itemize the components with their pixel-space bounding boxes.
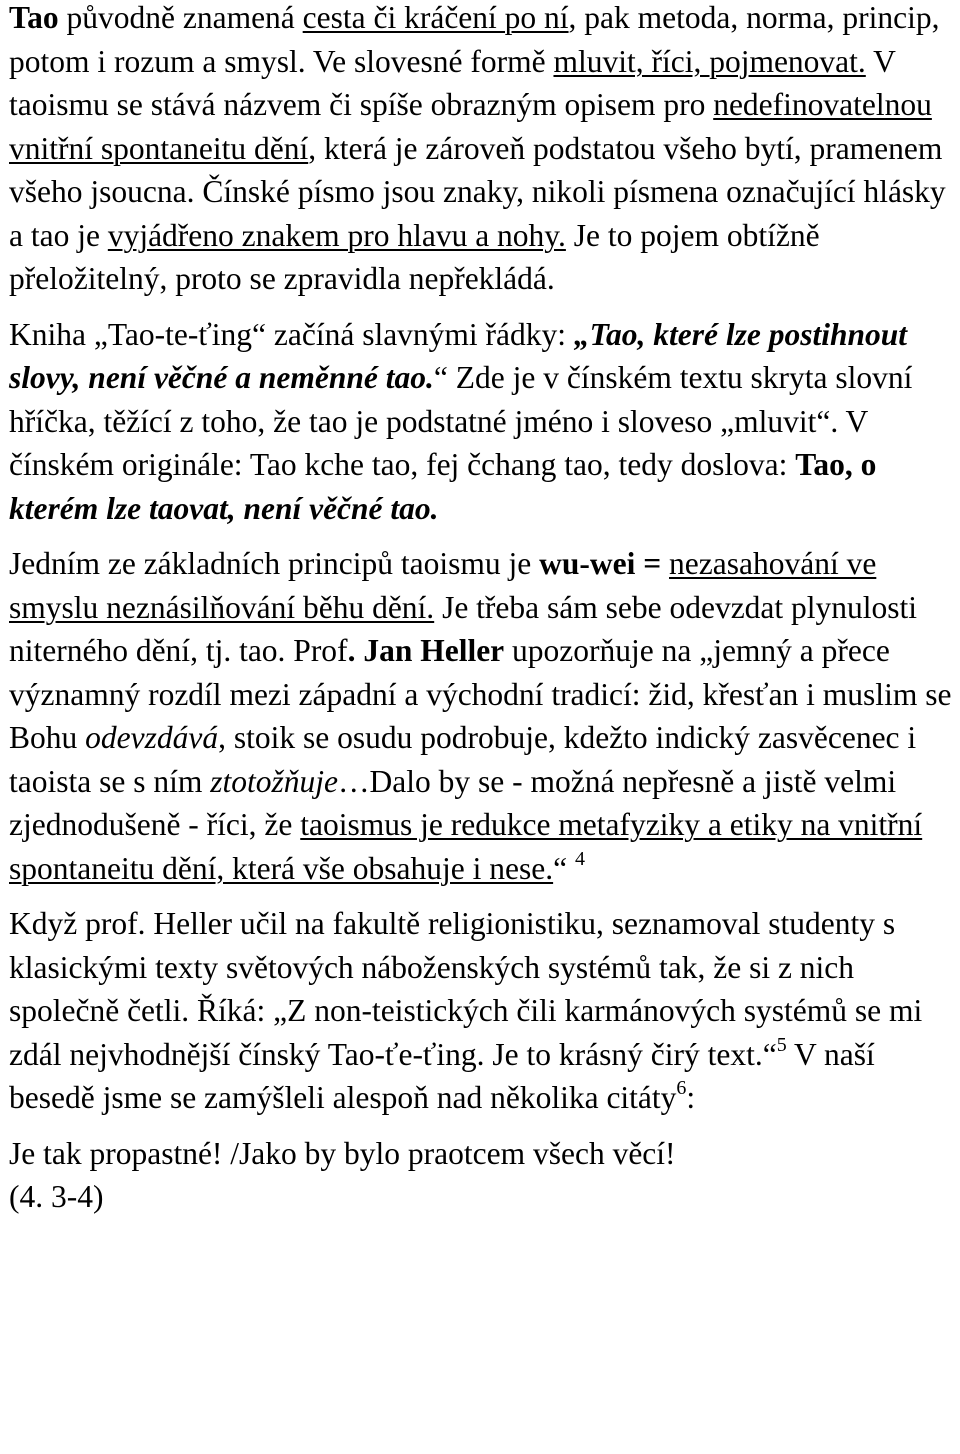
text-span: Je to pojem obtížně přeložitelný, proto se zpravidla nepřekládá. [9, 217, 820, 296]
paragraph-quote [9, 1132, 955, 1219]
term-tao: Tao [9, 0, 59, 35]
underlined-phrase-spontaneity: nedefinovatelnou vnitřní spontaneitu dění [9, 87, 932, 166]
text-span: Jedním ze základních principů taoismu je [9, 546, 540, 581]
text-span: “ Zde je v čínském textu skryta slovní hříčka, těžící z toho, že tao je podstatné jméno i sloveso „mluvit“. V čínském originále: Tao kche tao, fej čchang tao, tedy doslova: [9, 360, 913, 482]
underlined-phrase-taoism-definition: taoismus je redukce metafyziky a etiky na vnitřní spontaneitu dění, která vše obsahuje i nese. [9, 807, 923, 886]
text-span: Když prof. Heller učil na fakultě religionistiku, seznamoval studenty s klasickými texty světových náboženských systémů tak, že si z nich společně četli. Říká: „Z non-teistických čili karmánových systémů se mi zdál nejvhodnější čínský Tao-ťe-ťing. Je to krásný čirý text.“ [9, 906, 923, 1072]
quote-tao-bold-italic: „Tao, které lze postihnout slovy, není věčné a neměnné tao. [9, 316, 908, 395]
footnote-ref-4[interactable]: 4 [574, 847, 585, 870]
quote-line: Je tak propastné! /Jako by bylo praotcem všech věcí! [9, 1135, 676, 1171]
term-wu-wei: wu-wei = [539, 546, 670, 581]
italic-word-ztotoznuje: ztotožňuje [210, 763, 338, 799]
underlined-phrase-non-interference: nezasahování ve smyslu neznásilňování běhu dění. [9, 546, 877, 625]
underlined-phrase-character: vyjádřeno znakem pro hlavu a nohy. [107, 217, 566, 253]
text-span: , která je zároveň podstatou všeho bytí, pramenem všeho jsoucna. Čínské písmo jsou znaky, nikoli písmena označující hlásky a tao je [9, 130, 946, 253]
quote-reference: (4. 3-4) [9, 1179, 104, 1214]
paragraph-heller-teaching [9, 902, 955, 1120]
text-span: V taoismu se stává názvem či spíše obrazným opisem pro [9, 43, 896, 122]
text-span: …Dalo by se - možná nepřesně a jistě velmi zjednodušeně - říci, že [9, 763, 897, 842]
text-span: , stoik se osudu podrobuje, kdežto indický zasvěcenec i taoista se s ním [9, 720, 917, 799]
name-jan-heller: . Jan Heller [347, 633, 505, 668]
italic-word-odevzdava: odevzdává [85, 720, 219, 755]
text-span: původně znamená [58, 0, 303, 35]
text-span: Je třeba sám sebe odevzdat plynulosti niterného dění, tj. tao. Prof [9, 589, 918, 668]
text-span: V naší besedě jsme se zamýšleli alespoň nad několika citáty [9, 1036, 875, 1115]
text-span: : [686, 1080, 696, 1115]
quote-taovat-bold-italic: kterém lze taovat, není věčné tao. [9, 490, 439, 526]
text-span: Kniha „Tao-te-ťing“ začíná slavnými řádky: [9, 316, 574, 352]
footnote-ref-5[interactable]: 5 [776, 1033, 787, 1056]
paragraph-tao-meaning [9, 0, 955, 301]
paragraph-wu-wei [9, 542, 955, 890]
bold-phrase-tao-o: Tao, o [795, 447, 877, 482]
paragraph-tao-te-ching [9, 313, 955, 531]
text-span: upozorňuje na „jemný a přece významný rozdíl mezi západní a východní tradicí: žid, křesťan i muslim se Bohu [9, 633, 952, 755]
text-span: , pak metoda, norma, princip, potom i rozum a smysl. Ve slovesné formě [9, 0, 940, 79]
document-page [9, 0, 955, 1219]
underlined-phrase-path: cesta či kráčení po ní [302, 0, 569, 35]
footnote-ref-6[interactable]: 6 [676, 1077, 687, 1099]
underlined-phrase-speak: mluvit, říci, pojmenovat. [553, 43, 866, 79]
text-span: “ [553, 850, 575, 886]
